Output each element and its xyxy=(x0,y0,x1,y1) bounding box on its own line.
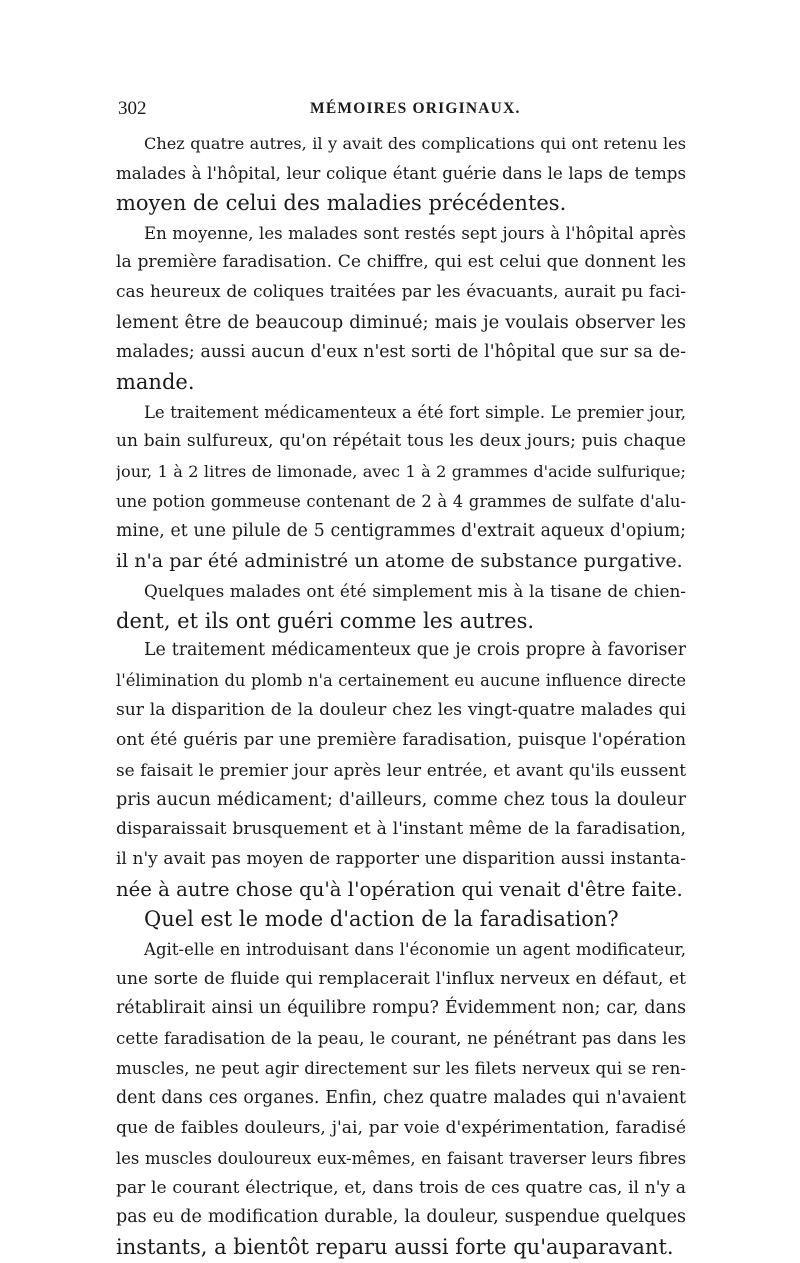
text-line: cas heureux de coliques traitées par les évacuants, aurait pu faci- xyxy=(116,282,686,303)
text-line: née à autre chose qu'à l'opération qui venait d'être faite. xyxy=(116,878,683,902)
text-line: lement être de beaucoup diminué; mais je voulais observer les xyxy=(116,312,686,334)
text-line: Chez quatre autres, il y avait des complications qui ont retenu les xyxy=(144,134,686,153)
text-line: rétablirait ainsi un équilibre rompu? Évidemment non; car, dans xyxy=(116,998,686,1019)
text-line: Le traitement médicamenteux que je crois propre à favoriser xyxy=(144,640,686,661)
text-line: En moyenne, les malades sont restés sept jours à l'hôpital après xyxy=(144,223,686,243)
text-line: pas eu de modification durable, la douleur, suspendue quelques xyxy=(116,1207,686,1228)
text-line: malades; aussi aucun d'eux n'est sorti de l'hôpital que sur sa de- xyxy=(116,341,686,362)
text-line: la première faradisation. Ce chiffre, qui est celui que donnent les xyxy=(116,252,686,273)
text-line: se faisait le premier jour après leur entrée, et avant qu'ils eussent xyxy=(116,759,686,780)
text-line: Agit-elle en introduisant dans l'économie un agent modificateur, xyxy=(144,939,686,959)
text-line: muscles, ne peut agir directement sur les filets nerveux qui se ren- xyxy=(116,1059,686,1079)
running-title: MÉMOIRES ORIGINAUX. xyxy=(310,100,521,117)
text-line: jour, 1 à 2 litres de limonade, avec 1 à 2 grammes d'acide sulfurique; xyxy=(116,462,686,482)
text-line: mande. xyxy=(116,369,195,394)
text-line: Le traitement médicamenteux a été fort simple. Le premier jour, xyxy=(144,402,686,422)
body-text xyxy=(116,129,686,1263)
text-line: disparaissait brusquement et à l'instant même de la faradisation, xyxy=(116,819,686,840)
text-line: malades à l'hôpital, leur colique étant guérie dans le laps de temps xyxy=(116,163,686,183)
text-line: mine, et une pilule de 5 centigrammes d'extrait aqueux d'opium; xyxy=(116,520,686,541)
text-line: ont été guéris par une première faradisation, puisque l'opération xyxy=(116,729,686,750)
page-header xyxy=(118,98,684,124)
text-line: cette faradisation de la peau, le courant, ne pénétrant pas dans les xyxy=(116,1029,686,1049)
text-line: instants, a bientôt reparu aussi forte qu'auparavant. xyxy=(116,1235,674,1260)
text-line: Quelques malades ont été simplement mis à la tisane de chien- xyxy=(144,580,686,601)
text-line: par le courant électrique, et, dans trois de ces quatre cas, il n'y a xyxy=(116,1177,686,1198)
page-number: 302 xyxy=(118,98,147,119)
text-line: sur la disparition de la douleur chez les vingt-quatre malades qui xyxy=(116,700,686,721)
text-line: une sorte de fluide qui remplacerait l'influx nerveux en défaut, et xyxy=(116,968,686,989)
text-line: une potion gommeuse contenant de 2 à 4 grammes de sulfate d'alu- xyxy=(116,492,686,512)
text-line: pris aucun médicament; d'ailleurs, comme chez tous la douleur xyxy=(116,789,686,810)
text-line: moyen de celui des maladies précédentes. xyxy=(116,190,567,215)
text-line: l'élimination du plomb n'a certainement eu aucune influence directe xyxy=(116,671,686,691)
text-line: il n'y avait pas moyen de rapporter une disparition aussi instanta- xyxy=(116,849,686,870)
text-line: que de faibles douleurs, j'ai, par voie d'expérimentation, faradisé xyxy=(116,1117,686,1138)
text-line: il n'a par été administré un atome de substance purgative. xyxy=(116,549,683,572)
text-line: un bain sulfureux, qu'on répétait tous les deux jours; puis chaque xyxy=(116,431,686,452)
text-line: dent dans ces organes. Enfin, chez quatre malades qui n'avaient xyxy=(116,1088,686,1108)
text-line: les muscles douloureux eux-mêmes, en faisant traverser leurs fibres xyxy=(116,1148,686,1168)
text-line: Quel est le mode d'action de la faradisation? xyxy=(144,906,619,931)
text-line: dent, et ils ont guéri comme les autres. xyxy=(116,608,535,633)
